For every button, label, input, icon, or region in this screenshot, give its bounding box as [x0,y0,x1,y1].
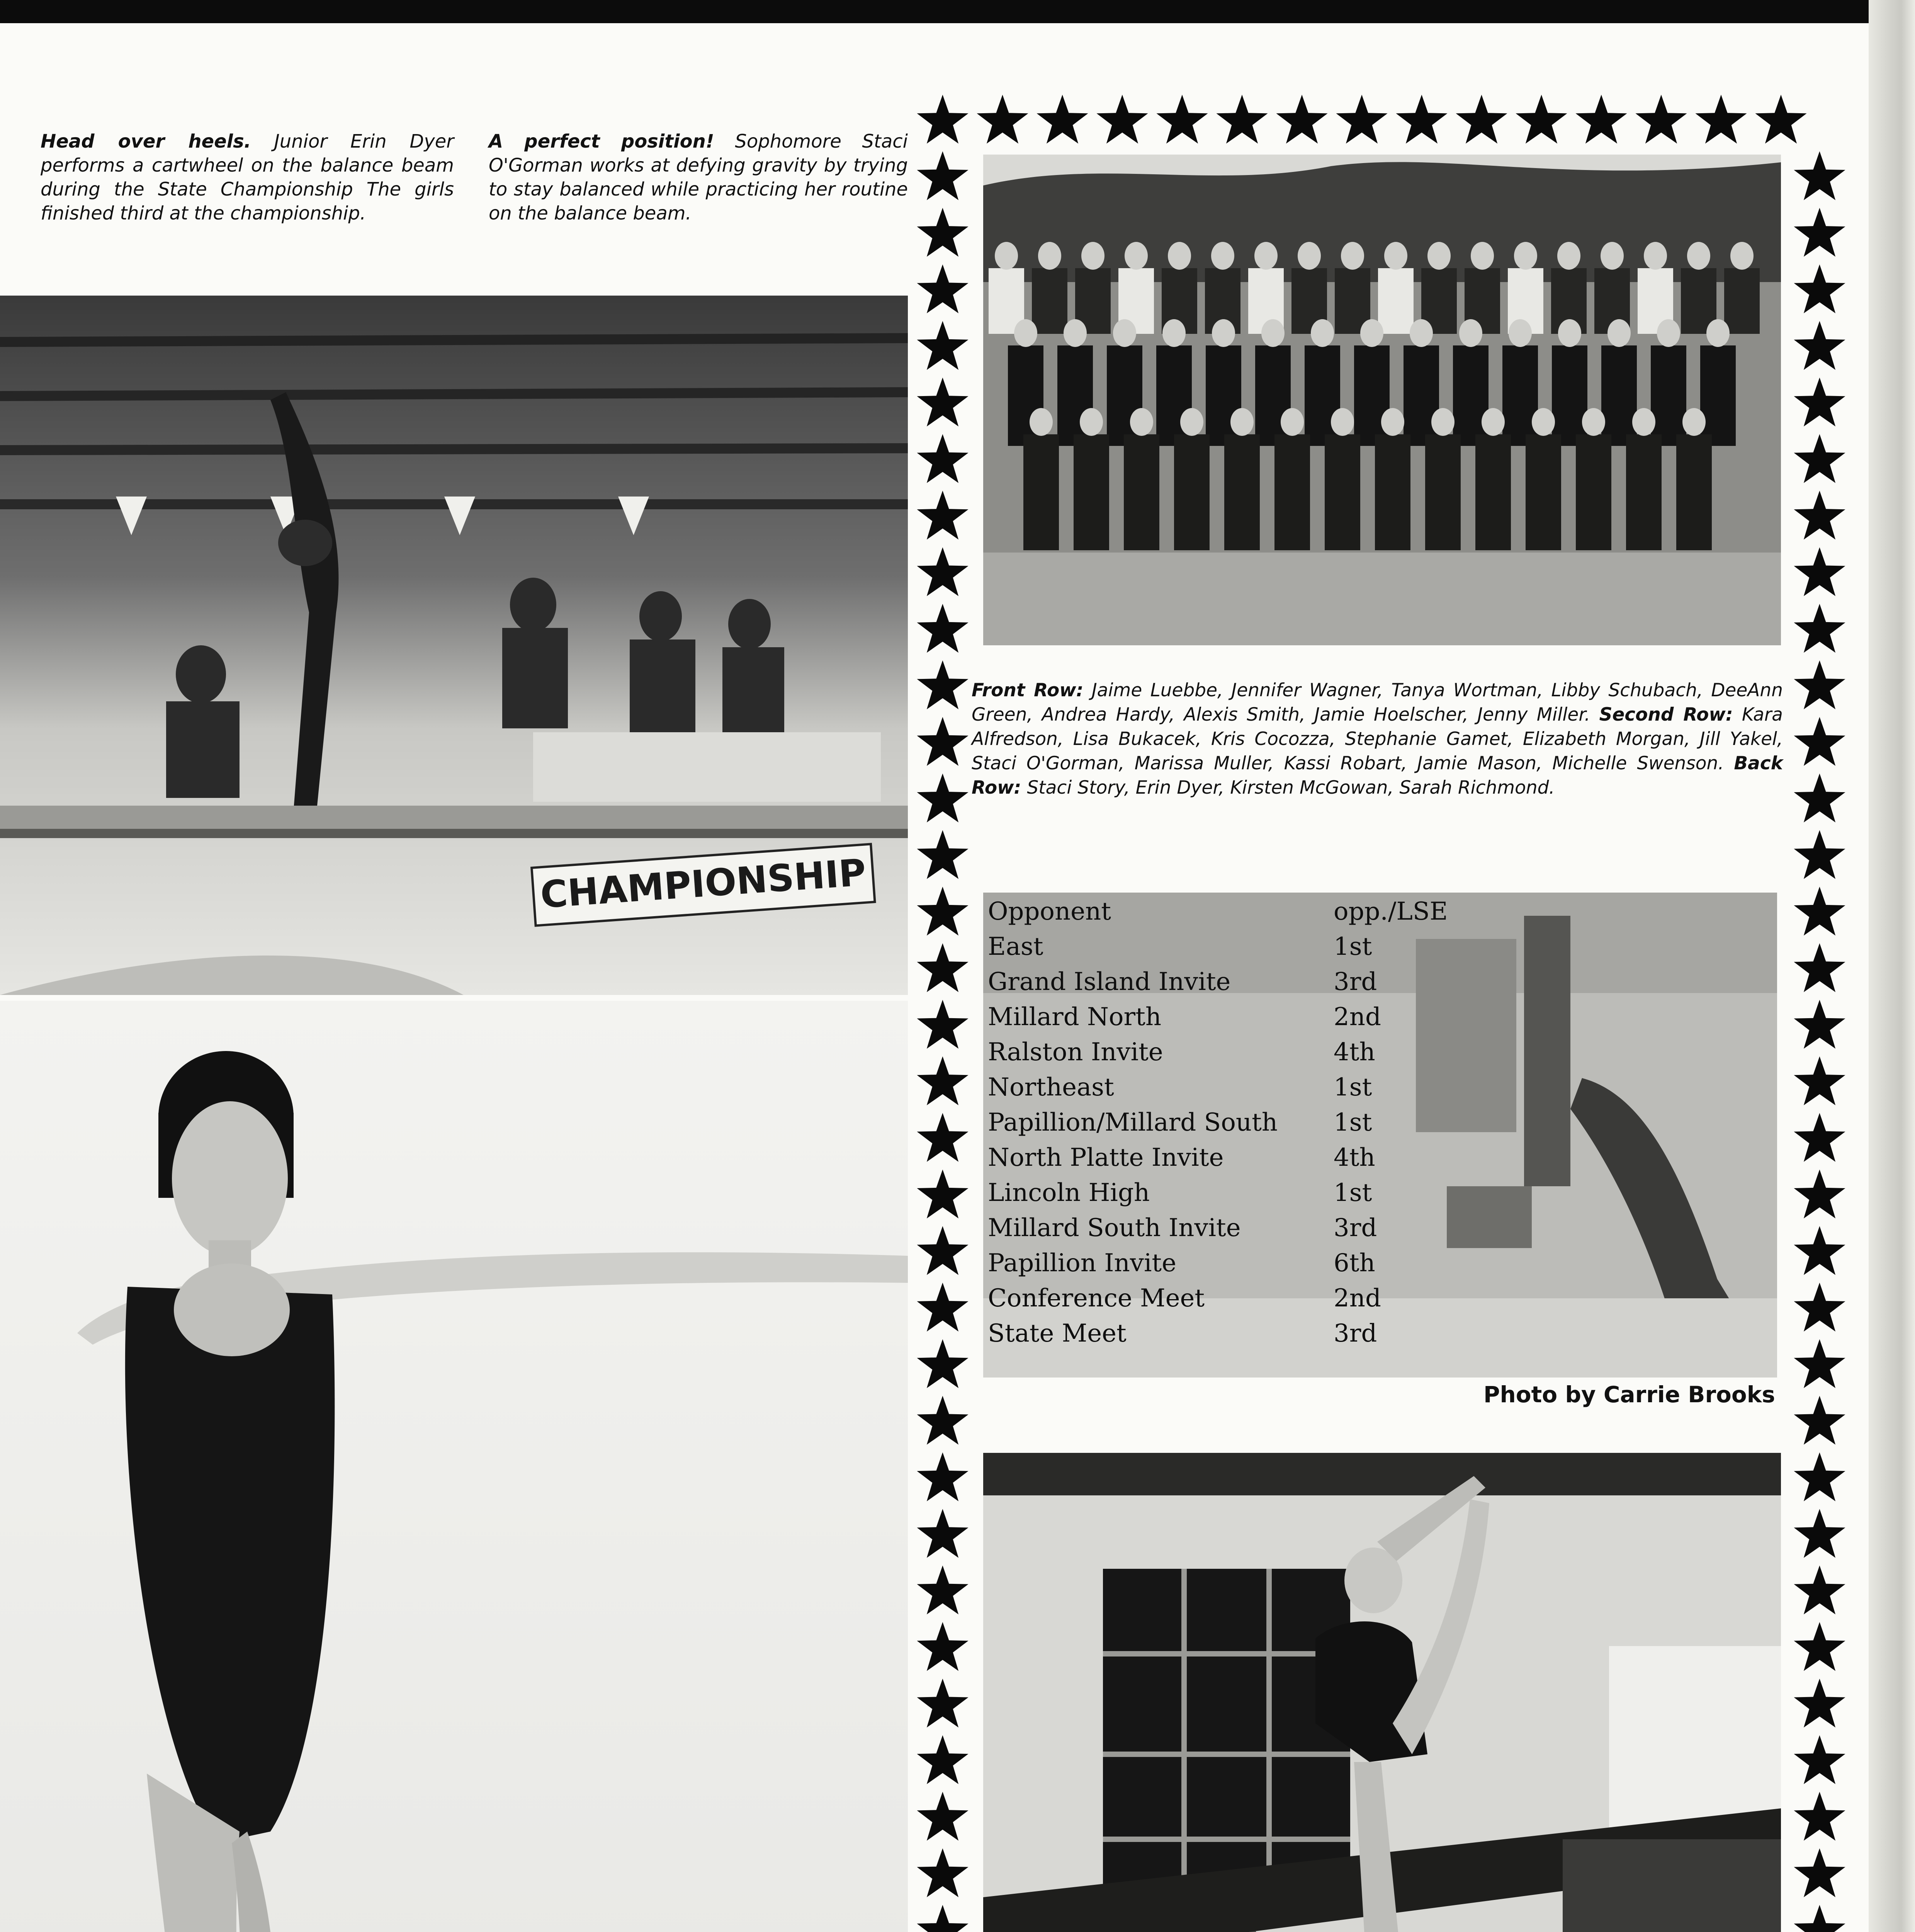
star-icon [1456,95,1507,144]
placing-cell: 2nd [1334,1284,1381,1313]
star-icon [917,1509,968,1558]
opponent-cell: Papillion Invite [988,1249,1176,1277]
star-icon [917,887,968,936]
star-icon [917,774,968,823]
star-icon [1794,887,1845,936]
star-icon [917,1565,968,1614]
placing-cell: 1st [1334,1108,1372,1137]
results-row [988,1246,1448,1281]
placing-cell: 4th [1334,1143,1375,1172]
results-row [988,1105,1448,1140]
results-row [988,1281,1448,1316]
star-icon [1794,1452,1845,1502]
star-icon [917,1848,968,1897]
results-row [988,1316,1448,1351]
star-icon [1276,95,1327,144]
photo-team [983,155,1781,645]
star-icon [1794,1170,1845,1219]
star-icon [1794,774,1845,823]
star-icon [917,1056,968,1105]
results-row [988,929,1448,964]
placing-cell: 1st [1334,932,1372,961]
placing-cell: 2nd [1334,1003,1381,1031]
star-icon [1635,95,1687,144]
results-header-row [988,894,1448,929]
results-header-cell: opp./LSE [1334,897,1448,926]
roster-front-label: Front Row: [972,680,1084,701]
star-icon [1156,95,1208,144]
star-icon [1396,95,1447,144]
results-row [988,1175,1448,1211]
star-icon [917,378,968,427]
star-icon [1794,378,1845,427]
opponent-cell: State Meet [988,1319,1127,1348]
star-icon [1794,208,1845,257]
results-row [988,1035,1448,1070]
star-icon [917,943,968,992]
star-icon [1794,943,1845,992]
star-icon [1794,1509,1845,1558]
star-icon [917,1170,968,1219]
star-icon [917,1226,968,1275]
star-icon [1794,1565,1845,1614]
star-icon [1794,830,1845,879]
star-icon [917,321,968,370]
star-icon [1794,660,1845,709]
placing-cell: 1st [1334,1179,1372,1207]
star-icon [1794,1000,1845,1049]
season-results-panel [983,893,1777,1378]
roster-back-names: Staci Story, Erin Dyer, Kirsten McGowan, Sarah Richmond. [1027,777,1555,798]
star-icon [917,1452,968,1502]
star-icon [1216,95,1268,144]
star-icon [1794,1679,1845,1728]
results-header-cell: Opponent [988,897,1111,926]
placing-cell: 6th [1334,1249,1375,1277]
opponent-cell: East [988,932,1043,961]
results-row [988,1070,1448,1105]
star-icon [1794,1113,1845,1162]
star-icon [917,1396,968,1445]
star-icon [1794,717,1845,766]
placing-cell: 3rd [1334,1319,1377,1348]
opponent-cell: Lincoln High [988,1179,1150,1207]
star-icon [1794,1848,1845,1897]
star-icon [1794,264,1845,313]
star-icon [1794,1792,1845,1841]
opponent-cell: Ralston Invite [988,1038,1163,1066]
star-icon [917,151,968,200]
star-icon [917,547,968,596]
star-icon [917,264,968,313]
opponent-cell: North Platte Invite [988,1143,1224,1172]
star-icon [1037,95,1088,144]
results-row [988,964,1448,1000]
star-icon [917,660,968,709]
star-icon [1794,1622,1845,1671]
star-icon [977,95,1028,144]
star-icon [1794,151,1845,200]
opponent-cell: Conference Meet [988,1284,1205,1313]
star-icon [917,1000,968,1049]
caption-text: Junior Erin Dyer performs a cartwheel on the balance beam during the State Championship The girls finished third at the championship. [41,131,454,224]
placing-cell: 4th [1334,1038,1375,1066]
roster-back-label: Back Row: [972,753,1783,798]
caption-lead: A perfect position! [489,131,714,152]
star-icon [917,1622,968,1671]
star-icon [917,491,968,540]
placing-cell: 3rd [1334,1214,1377,1242]
star-icon [1794,491,1845,540]
star-icon [1794,1905,1845,1932]
star-icon [917,95,968,144]
roster-second-label: Second Row: [1599,704,1733,725]
star-icon [1794,604,1845,653]
star-icon [1794,1282,1845,1332]
results-row [988,1140,1448,1175]
star-icon [917,1792,968,1841]
opponent-cell: Papillion/Millard South [988,1108,1278,1137]
star-icon [917,1679,968,1728]
roster-front-names: Jaime Luebbe, Jennifer Wagner, Tanya Wortman, Libby Schubach, DeeAnn Green, Andrea Hardy, Alexis Smith, Jamie Hoelscher, Jenny Miller. [972,680,1783,725]
star-icon [1695,95,1747,144]
star-icon [917,1735,968,1784]
caption-lead: Head over heels. [41,131,251,152]
star-icon [917,1282,968,1332]
star-icon [917,717,968,766]
photo-credit-results: Photo by Carrie Brooks [1483,1381,1775,1408]
opponent-cell: Grand Island Invite [988,968,1231,996]
championship-banner-text: CHAMPIONSHIP [539,850,868,917]
placing-cell: 1st [1334,1073,1372,1102]
star-icon [1794,1339,1845,1388]
placing-cell: 3rd [1334,968,1377,996]
opponent-cell: Millard North [988,1003,1162,1031]
star-icon [917,604,968,653]
results-row [988,1000,1448,1035]
opponent-cell: Millard South Invite [988,1214,1241,1242]
results-table [988,894,1448,1351]
star-icon [1794,1056,1845,1105]
star-icon [1794,1396,1845,1445]
star-icon [1794,434,1845,483]
photo-kirsten-mcgowan-beam [983,1453,1781,1932]
star-icon [1794,547,1845,596]
star-icon [917,1905,968,1932]
star-icon [917,208,968,257]
team-roster-caption [972,678,1783,800]
star-icon [1575,95,1627,144]
star-icon [917,1113,968,1162]
star-icon [917,1339,968,1388]
opponent-cell: Northeast [988,1073,1114,1102]
star-icon [1096,95,1148,144]
caption-text: Sophomore Staci O'Gorman works at defying gravity by trying to stay balanced while practicing her routine on the balance beam. [489,131,908,224]
roster-second-names: Kara Alfredson, Lisa Bukacek, Kris Cocozza, Stephanie Gamet, Elizabeth Morgan, Jill Yakel, Staci O'Gorman, Marissa Muller, Kassi Robart, Jamie Mason, Michelle Swenson. [972,704,1783,774]
star-icon [1516,95,1567,144]
star-icon [1755,95,1806,144]
star-icon [1336,95,1387,144]
star-icon [1794,1226,1845,1275]
results-row [988,1211,1448,1246]
star-icon [917,434,968,483]
star-icon [1794,1735,1845,1784]
star-icon [917,830,968,879]
star-icon [1794,321,1845,370]
